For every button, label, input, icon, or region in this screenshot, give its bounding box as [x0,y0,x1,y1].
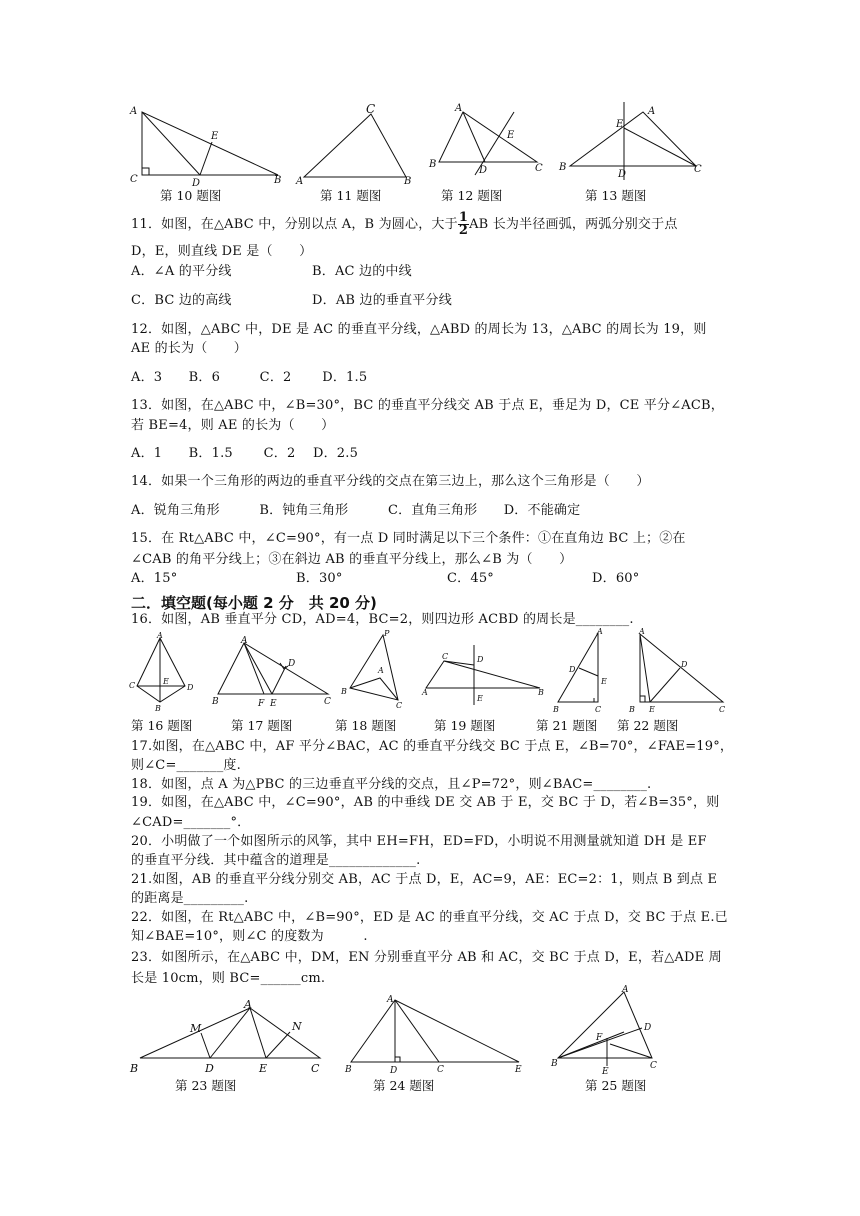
svg-text:E: E [477,694,483,703]
svg-text:E: E [602,1067,609,1077]
svg-text:B: B [629,705,635,714]
svg-text:C: C [324,697,331,707]
q15-opt-b: B．30° [296,571,343,586]
svg-text:A: A [597,627,603,636]
figure-25-caption: 第 25 题图 [585,1078,647,1093]
svg-text:A: A [244,998,252,1011]
q17-line2: 则∠C=_______度. [131,758,241,773]
q11-opt-b: B．AC 边的中线 [312,264,412,279]
svg-text:M: M [190,1022,202,1035]
svg-text:B: B [538,688,544,697]
q15-opt-c: C．45° [447,571,494,586]
figure-23-caption: 第 23 题图 [175,1078,237,1093]
frac-denominator: 2 [458,223,469,238]
svg-text:D: D [479,165,488,176]
svg-text:C: C [437,1065,444,1075]
q11-opt-c: C．BC 边的高线 [131,293,232,308]
svg-text:A: A [130,106,138,117]
q11-opt-a: A．∠A 的平分线 [131,264,232,279]
svg-text:C: C [130,174,138,185]
figure-16 [129,632,199,712]
q23-line1: 23．如图所示，在△ABC 中，DM，EN 分别垂直平分 AB 和 AC，交 BC 于点 D，E，若△ADE 周 [131,950,722,965]
svg-text:F: F [258,699,265,709]
figure-24-caption: 第 24 题图 [373,1078,435,1093]
svg-text:N: N [292,1020,302,1033]
frac-numerator: 1 [458,210,469,225]
q15-line1: 15．在 Rt△ABC 中，∠C=90°，有一点 D 同时满足以下三个条件：①在直角边 BC 上；②在 [131,531,686,546]
svg-text:C: C [396,701,403,710]
svg-text:E: E [270,699,277,709]
figure-21 [553,628,613,713]
svg-text:A: A [378,666,384,675]
svg-text:A: A [241,636,248,646]
q11-line2: D，E，则直线 DE 是（ ） [131,244,313,259]
svg-text:B: B [551,1059,558,1069]
figure-17 [212,638,337,713]
svg-text:D: D [477,655,484,664]
svg-text:A: A [422,688,428,697]
svg-text:A: A [296,176,304,187]
q18-text: 18．如图，点 A 为△PBC 的三边垂直平分线的交点，且∠P=72°，则∠BAC=________. [131,777,652,792]
svg-text:A: A [157,631,163,640]
svg-text:D: D [644,1023,652,1033]
q14-options: A．锐角三角形 B．钝角三角形 C．直角三角形 D．不能确定 [131,503,581,518]
svg-text:D: D [618,169,627,180]
svg-text:B: B [429,159,437,170]
svg-text:A: A [648,106,656,117]
q17-line1: 17.如图，在△ABC 中，AF 平分∠BAC，AC 的垂直平分线交 BC 于点 E，∠B=70°，∠FAE=19°， [131,739,734,754]
q13-line2: 若 BE=4，则 AE 的长为（ ） [131,418,335,433]
svg-text:A: A [455,103,463,114]
svg-text:A: A [387,995,394,1005]
figure-18 [340,630,410,708]
figure-12-caption: 第 12 题图 [441,188,503,203]
svg-text:D: D [187,683,194,692]
q19-line1: 19．如图，在△ABC 中，∠C=90°，AB 的中垂线 DE 交 AB 于 E，交 BC 于 D，若∠B=35°，则 [131,795,720,810]
svg-text:C: C [595,705,602,714]
svg-text:E: E [163,677,169,686]
figure-11 [296,102,426,187]
svg-text:E: E [616,119,624,130]
figure-16-caption: 第 16 题图 [131,718,193,733]
svg-text:B: B [404,176,412,187]
svg-text:D: D [681,660,688,669]
q11-fraction [458,212,469,237]
q12-line2: AE 的长为（ ） [131,341,248,356]
q23-line2: 长是 10cm，则 BC=______cm. [131,971,326,986]
q11-line1 [131,212,678,237]
q21-line1: 21.如图，AB 的垂直平分线分别交 AB，AC 于点 D，E，AC=9，AE：EC=2：1，则点 B 到点 E [131,872,718,887]
svg-text:D: D [192,178,201,189]
svg-text:B: B [130,1062,139,1075]
q15-opt-a: A．15° [131,571,178,586]
svg-text:C: C [719,705,726,714]
svg-text:D: D [288,659,296,669]
svg-text:B: B [559,162,567,173]
svg-text:B: B [155,704,161,713]
q21-line2: 的距离是_________. [131,891,249,906]
svg-text:D: D [390,1066,398,1076]
figure-13 [558,100,708,180]
section-2-title: 二．填空题(每小题 2 分 共 20 分) [131,594,377,612]
svg-text:C: C [442,652,449,661]
svg-text:E: E [601,677,607,686]
svg-text:A: A [622,985,629,995]
figure-18-caption: 第 18 题图 [335,718,397,733]
q11-opt-d: D．AB 边的垂直平分线 [312,293,452,308]
q20-line2: 的垂直平分线．其中蕴含的道理是_____________. [131,853,421,868]
figure-21-caption: 第 21 题图 [536,718,598,733]
q12-options: A．3 B．6 C．2 D．1.5 [131,370,368,385]
q15-opt-d: D．60° [592,571,640,586]
svg-text:E: E [649,705,655,714]
svg-text:C: C [650,1061,657,1071]
svg-text:C: C [366,102,376,116]
svg-text:C: C [694,164,702,175]
svg-text:B: B [212,697,219,707]
figure-12 [427,100,552,180]
svg-text:E: E [211,131,219,142]
figure-22 [629,628,729,713]
q16-text: 16．如图，AB 垂直平分 CD，AD=4，BC=2，则四边形 ACBD 的周长是________. [131,612,634,627]
q12-line1: 12．如图，△ABC 中，DE 是 AC 的垂直平分线，△ABD 的周长为 13，△ABC 的周长为 19，则 [131,322,707,337]
svg-text:B: B [553,705,559,714]
svg-text:D: D [569,665,576,674]
q19-line2: ∠CAD=_______°． [131,815,251,830]
figure-10 [128,102,288,189]
q15-line2: ∠CAB 的角平分线上；③在斜边 AB 的垂直平分线上，那么∠B 为（ ） [131,552,573,567]
svg-text:A: A [639,627,645,636]
q13-options: A．1 B．1.5 C．2 D．2.5 [131,446,359,461]
figure-23 [128,1000,328,1080]
figure-22-caption: 第 22 题图 [617,718,679,733]
svg-text:F: F [596,1033,603,1043]
svg-text:B: B [345,1065,352,1075]
figure-19-caption: 第 19 题图 [434,718,496,733]
figure-11-caption: 第 11 题图 [320,188,382,203]
figure-13-caption: 第 13 题图 [585,188,647,203]
figure-19 [422,643,552,713]
figure-10-caption: 第 10 题图 [160,188,222,203]
figure-25 [550,985,670,1077]
svg-text:C: C [311,1062,320,1075]
svg-text:P: P [384,629,390,638]
svg-text:C: C [535,163,543,174]
q11-text-b: AB 长为半径画弧，两弧分别交于点 [469,217,678,232]
svg-text:E: E [507,130,515,141]
q13-line1: 13．如图，在△ABC 中，∠B=30°，BC 的垂直平分线交 AB 于点 E，垂足为 D，CE 平分∠ACB， [131,398,724,413]
svg-text:C: C [129,681,136,690]
svg-text:D: D [205,1062,214,1075]
q11-text-a: 11．如图，在△ABC 中，分别以点 A，B 为圆心，大于 [131,217,458,232]
svg-text:E: E [515,1065,522,1075]
figure-17-caption: 第 17 题图 [231,718,293,733]
q14-line1: 14．如果一个三角形的两边的垂直平分线的交点在第三边上，那么这个三角形是（ ） [131,474,650,489]
svg-text:B: B [274,175,282,186]
q22-line1: 22．如图，在 Rt△ABC 中，∠B=90°，ED 是 AC 的垂直平分线，交 AC 于点 D，交 BC 于点 E.已 [131,910,728,925]
q22-line2: 知∠BAE=10°，则∠C 的度数为 . [131,929,368,944]
svg-text:B: B [341,687,347,696]
svg-text:E: E [259,1062,268,1075]
q20-line1: 20．小明做了一个如图所示的风筝，其中 EH=FH，ED=FD，小明说不用测量就知道 DH 是 EF [131,834,707,849]
figure-24 [343,996,533,1076]
